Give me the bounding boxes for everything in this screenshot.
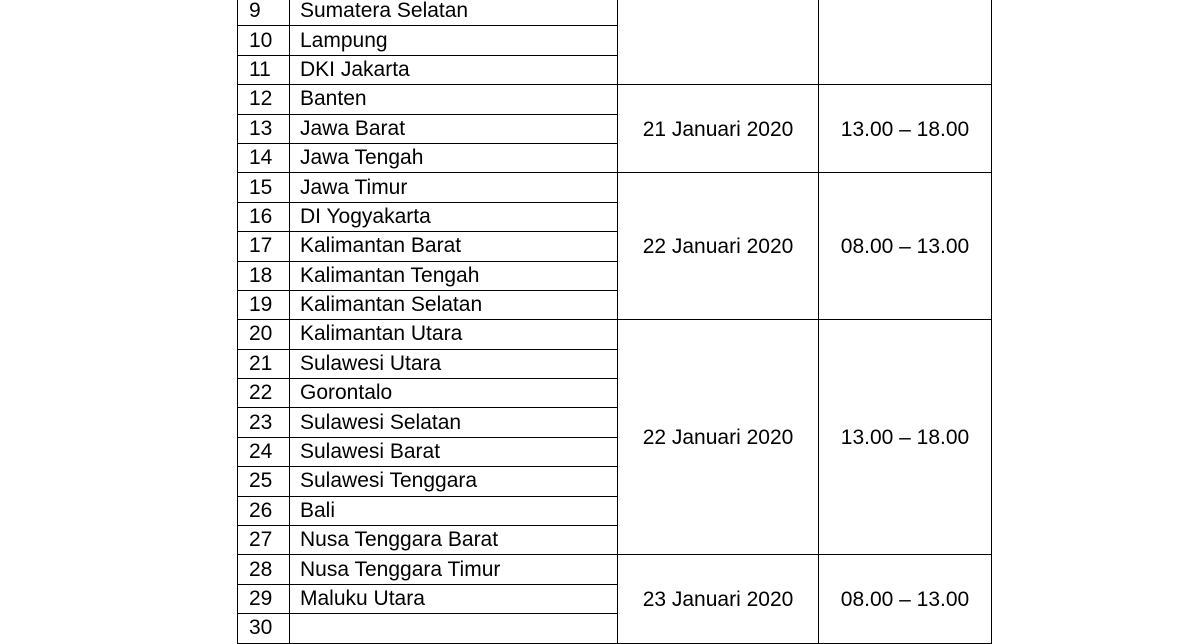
row-number-cell: 22: [238, 379, 290, 408]
province-cell: DKI Jakarta: [290, 55, 618, 84]
province-cell: Sulawesi Selatan: [290, 408, 618, 437]
row-number-cell: 28: [238, 555, 290, 584]
province-cell: Banten: [290, 85, 618, 114]
province-cell: Jawa Barat: [290, 114, 618, 143]
date-cell: 22 Januari 2020: [618, 320, 819, 555]
row-number-cell: 17: [238, 232, 290, 261]
date-cell: 21 Januari 2020: [618, 85, 819, 173]
province-cell: Lampung: [290, 26, 618, 55]
time-cell: 08.00 – 13.00: [819, 173, 992, 320]
row-number-cell: 14: [238, 143, 290, 172]
table-row: [238, 0, 992, 26]
province-cell: Sumatera Selatan: [290, 0, 618, 26]
row-number-cell: 15: [238, 173, 290, 202]
province-cell: DI Yogyakarta: [290, 202, 618, 231]
row-number-cell: 20: [238, 320, 290, 349]
province-cell: Nusa Tenggara Barat: [290, 526, 618, 555]
row-number-cell: 16: [238, 202, 290, 231]
table-row: [238, 320, 992, 349]
province-cell: Sulawesi Barat: [290, 437, 618, 466]
time-cell: 08.00 – 13.00: [819, 555, 992, 643]
row-number-cell: 21: [238, 349, 290, 378]
row-number-cell: 27: [238, 526, 290, 555]
row-number-cell: 11: [238, 55, 290, 84]
date-cell: 22 Januari 2020: [618, 173, 819, 320]
row-number-cell: 10: [238, 26, 290, 55]
row-number-cell: 13: [238, 114, 290, 143]
row-number-cell: 9: [238, 0, 290, 26]
row-number-cell: 30: [238, 614, 290, 643]
province-cell: Jawa Timur: [290, 173, 618, 202]
row-number-cell: 24: [238, 437, 290, 466]
province-cell: [290, 614, 618, 643]
province-cell: Jawa Tengah: [290, 143, 618, 172]
row-number-cell: 29: [238, 584, 290, 613]
province-cell: Nusa Tenggara Timur: [290, 555, 618, 584]
row-number-cell: 19: [238, 290, 290, 319]
table-row: [238, 173, 992, 202]
province-cell: Maluku Utara: [290, 584, 618, 613]
province-cell: Kalimantan Utara: [290, 320, 618, 349]
time-cell: 13.00 – 18.00: [819, 320, 992, 555]
row-number-cell: 23: [238, 408, 290, 437]
province-cell: Gorontalo: [290, 379, 618, 408]
time-cell: [819, 0, 992, 85]
province-cell: Kalimantan Selatan: [290, 290, 618, 319]
row-number-cell: 25: [238, 467, 290, 496]
province-cell: Sulawesi Utara: [290, 349, 618, 378]
table-row: [238, 555, 992, 584]
row-number-cell: 18: [238, 261, 290, 290]
date-cell: [618, 0, 819, 85]
date-cell: 23 Januari 2020: [618, 555, 819, 643]
province-cell: Sulawesi Tenggara: [290, 467, 618, 496]
province-cell: Kalimantan Barat: [290, 232, 618, 261]
province-cell: Kalimantan Tengah: [290, 261, 618, 290]
province-cell: Bali: [290, 496, 618, 525]
row-number-cell: 26: [238, 496, 290, 525]
schedule-table-body: [238, 0, 992, 643]
schedule-table: [237, 0, 992, 644]
time-cell: 13.00 – 18.00: [819, 85, 992, 173]
row-number-cell: 12: [238, 85, 290, 114]
table-row: [238, 85, 992, 114]
